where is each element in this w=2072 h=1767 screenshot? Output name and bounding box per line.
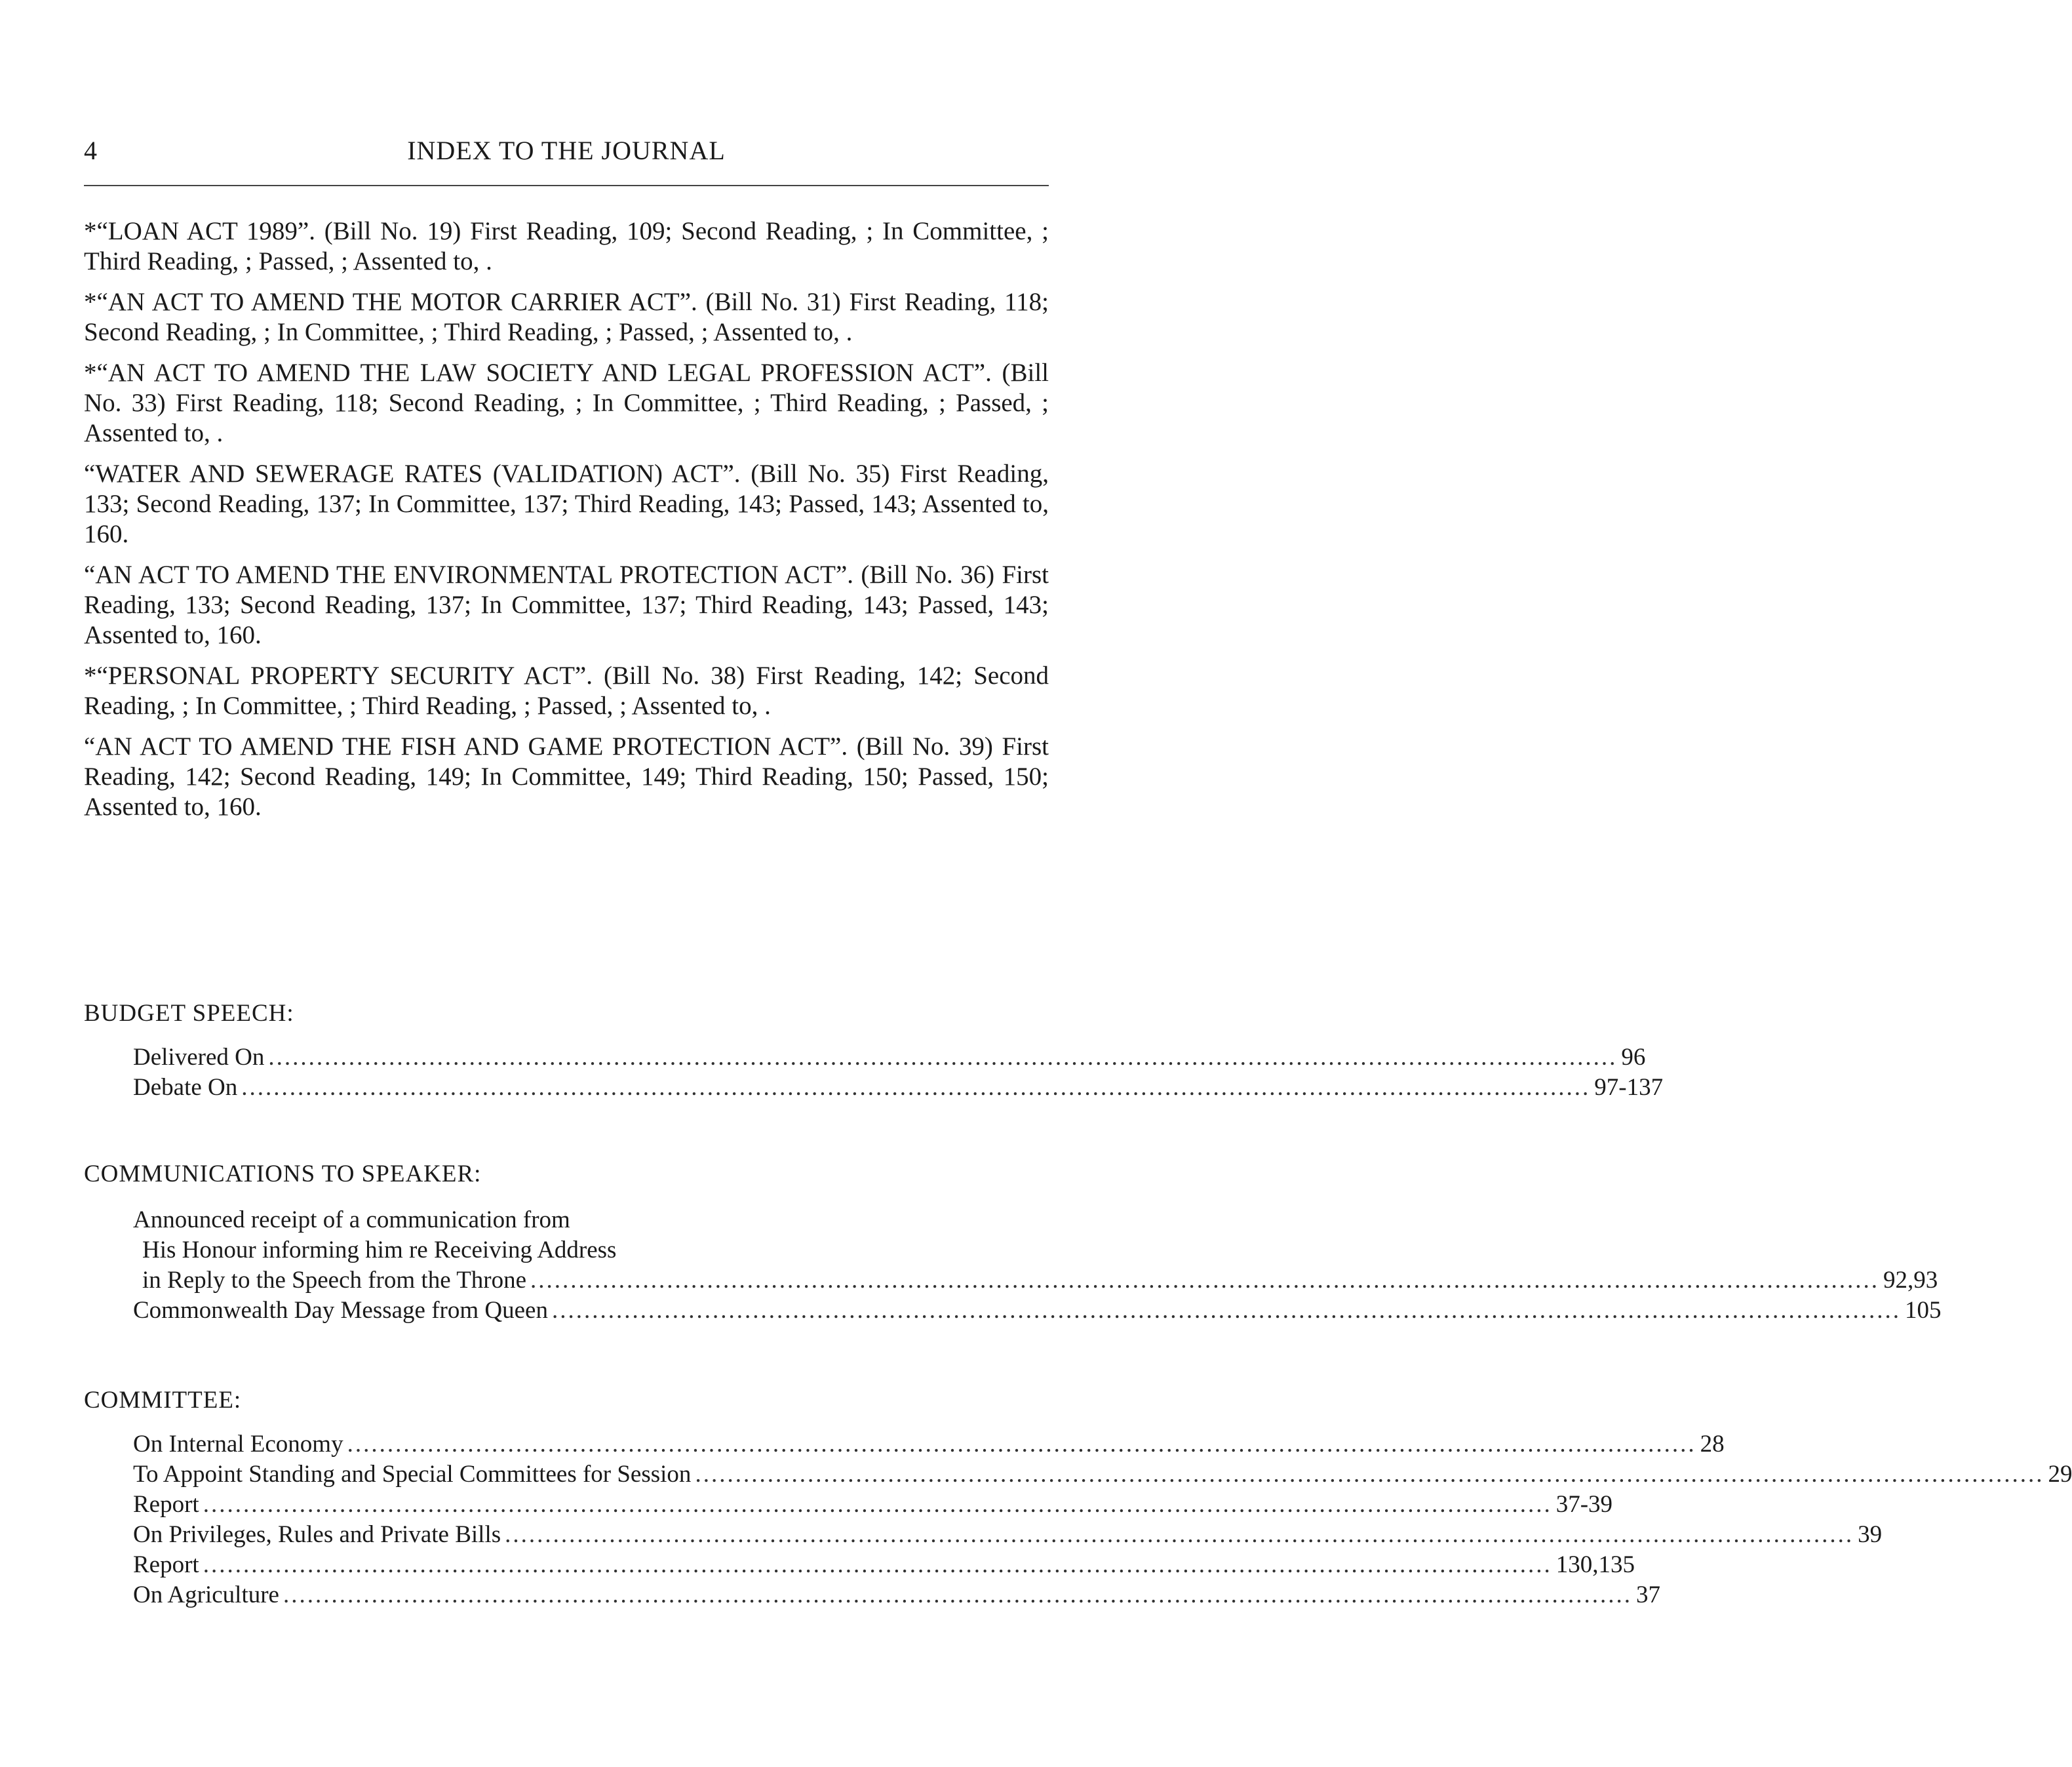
dot-leader: ........................................................................................................................................................................ <box>268 1044 1618 1071</box>
entry-pages: 29 <box>2048 1461 2072 1488</box>
bill-entry: *“PERSONAL PROPERTY SECURITY ACT”. (Bill No. 38) First Reading, 142; Second Reading, ; In Committee, ; Third Reading, ; Passed, ; Assented to, . <box>84 662 1049 720</box>
entry-pages: 96 <box>1621 1044 1646 1071</box>
page-number: 4 <box>84 136 97 165</box>
entry-pages: 28 <box>1700 1431 1725 1458</box>
bill-entry: *“AN ACT TO AMEND THE LAW SOCIETY AND LEGAL PROFESSION ACT”. (Bill No. 33) First Reading, 118; Second Reading, ; In Committee, ; Third Reading, ; Passed, ; Assented to, . <box>84 359 1049 447</box>
dot-leader: ........................................................................................................................................................................ <box>551 1297 1901 1324</box>
dot-leader: ........................................................................................................................................................................ <box>505 1521 1854 1548</box>
entry-label: Debate On <box>133 1074 238 1101</box>
entry-label: Report <box>133 1551 199 1578</box>
page-header <box>84 131 1049 170</box>
entry-label: On Internal Economy <box>133 1431 343 1458</box>
header-rule <box>84 185 1049 186</box>
bill-entry: “AN ACT TO AMEND THE FISH AND GAME PROTECTION ACT”. (Bill No. 39) First Reading, 142; Second Reading, 149; In Committee, 149; Third Reading, 150; Passed, 150; Assented to, 160. <box>84 732 1049 821</box>
entry-pages: 130,135 <box>1555 1551 1635 1578</box>
entry-pages: 105 <box>1904 1297 1942 1324</box>
bill-entry: *“AN ACT TO AMEND THE MOTOR CARRIER ACT”. (Bill No. 31) First Reading, 118; Second Reading, ; In Committee, ; Third Reading, ; Passed, ; Assented to, . <box>84 288 1049 346</box>
running-title: INDEX TO THE JOURNAL <box>407 136 726 165</box>
index-entry <box>133 1550 1635 1580</box>
budget-speech-heading: BUDGET SPEECH: <box>84 1000 294 1027</box>
entry-label: in Reply to the Speech from the Throne <box>142 1267 527 1294</box>
bill-list <box>84 216 1049 833</box>
entry-pages: 37 <box>1635 1581 1660 1608</box>
communications-entries <box>133 1205 1942 1326</box>
index-entry <box>133 1073 1664 1103</box>
entry-label: Delivered On <box>133 1044 265 1071</box>
index-entry <box>133 1580 1660 1610</box>
dot-leader: ........................................................................................................................................................................ <box>203 1551 1552 1578</box>
entry-label: On Privileges, Rules and Private Bills <box>133 1521 501 1548</box>
entry-label-line: Announced receipt of a communication from <box>133 1206 570 1233</box>
bill-entry: “WATER AND SEWERAGE RATES (VALIDATION) ACT”. (Bill No. 35) First Reading, 133; Second Reading, 137; In Committee, 137; Third Reading, 143; Passed, 143; Assented to, 160. <box>84 460 1049 548</box>
entry-label: To Appoint Standing and Special Committees for Session <box>133 1461 692 1488</box>
entry-pages: 92,93 <box>1883 1267 1938 1294</box>
budget-speech-entries <box>133 1042 1664 1103</box>
entry-label: On Agriculture <box>133 1581 279 1608</box>
index-entry <box>133 1265 1938 1296</box>
entry-pages: 39 <box>1858 1521 1883 1548</box>
committee-entries <box>133 1429 2072 1610</box>
entry-label-line: His Honour informing him re Receiving Address <box>142 1237 617 1263</box>
index-entry <box>133 1296 1942 1326</box>
index-entry <box>133 1459 2072 1490</box>
bill-entry: “AN ACT TO AMEND THE ENVIRONMENTAL PROTECTION ACT”. (Bill No. 36) First Reading, 133; Second Reading, 137; In Committee, 137; Third Reading, 143; Passed, 143; Assented to, 160. <box>84 561 1049 649</box>
entry-pages: 37-39 <box>1555 1491 1613 1518</box>
communications-heading: COMMUNICATIONS TO SPEAKER: <box>84 1161 482 1187</box>
entry-label: Report <box>133 1491 199 1518</box>
entry-pages: 97-137 <box>1594 1074 1664 1101</box>
index-entry <box>133 1042 1646 1073</box>
index-entry <box>133 1490 1613 1520</box>
dot-leader: ........................................................................................................................................................................ <box>241 1074 1591 1101</box>
dot-leader: ........................................................................................................................................................................ <box>203 1491 1552 1518</box>
bill-entry: *“LOAN ACT 1989”. (Bill No. 19) First Reading, 109; Second Reading, ; In Committee, ; Third Reading, ; Passed, ; Assented to, . <box>84 217 1049 275</box>
dot-leader: ........................................................................................................................................................................ <box>283 1581 1632 1608</box>
dot-leader: ........................................................................................................................................................................ <box>695 1461 2044 1488</box>
index-entry <box>133 1520 1883 1550</box>
dot-leader: ........................................................................................................................................................................ <box>530 1267 1880 1294</box>
dot-leader: ........................................................................................................................................................................ <box>347 1431 1696 1458</box>
index-entry <box>133 1429 1725 1459</box>
entry-label: Commonwealth Day Message from Queen <box>133 1297 548 1324</box>
committee-heading: COMMITTEE: <box>84 1387 242 1414</box>
